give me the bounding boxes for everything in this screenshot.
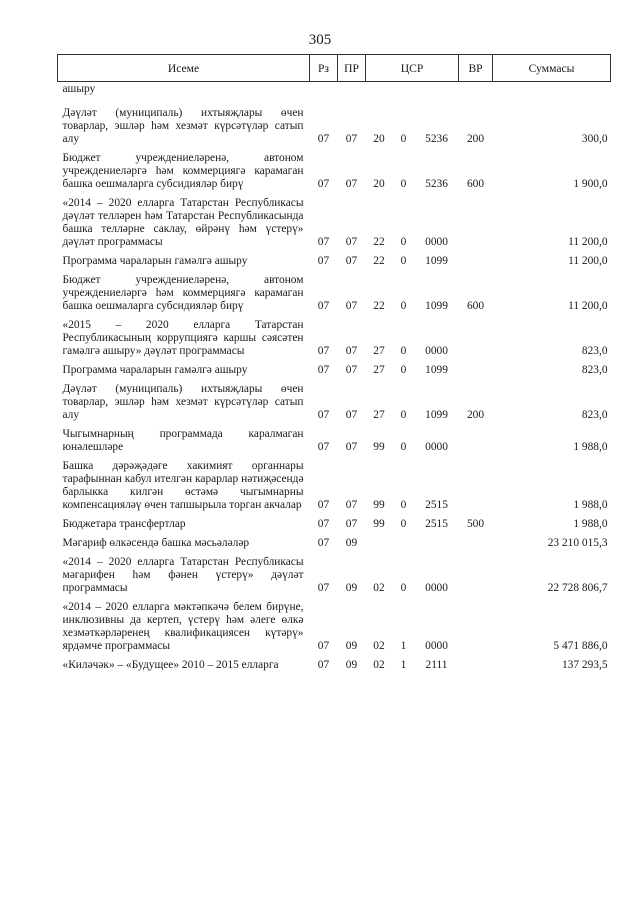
cell-sum: 11 200,0 [568,255,608,267]
cell-sum: 1 988,0 [573,441,608,453]
cell-sum: 300,0 [581,133,608,145]
cell-vr [459,598,493,656]
cell-sum: 1 988,0 [573,518,608,530]
cell-csr1: 20 [373,133,385,145]
cell-vr [459,553,493,598]
cell-sum: 11 200,0 [568,300,608,312]
cell-csr2: 0 [400,133,407,145]
cell-name: «2015 – 2020 елларга Татарстан Республикасының коррупциягә каршы сәясәтен гамәлгә ашыру» дәүләт программасы [62,319,304,357]
header-vr: ВР [459,55,493,82]
cell-pr: 07 [345,441,358,453]
cell-csr2: 1 [400,640,407,652]
cell-csr2: 0 [400,499,407,511]
cell-rz: 07 [317,255,330,267]
cell-vr [459,534,493,553]
cell-vr [459,656,493,675]
cell-rz: 07 [317,300,330,312]
page-number: 305 [308,32,332,48]
cell-pr: 09 [345,582,358,594]
cell-csr3: 2515 [425,518,448,530]
cell-pr: 07 [345,345,358,357]
cell-csr3: 0000 [425,582,448,594]
cell-rz: 07 [317,518,330,530]
table-row [58,104,611,149]
cell-rz: 07 [317,364,330,376]
cell-name: Программа чараларын гамәлгә ашыру [62,364,248,376]
cell-rz: 07 [317,409,330,421]
cell-vr: 600 [466,300,485,312]
cell-pr: 07 [345,409,358,421]
cell-csr1: 99 [373,518,385,530]
cell-pr: 07 [345,133,358,145]
cell-vr: 200 [466,409,485,421]
cell-name: Дәүләт (муниципаль) ихтыяҗлары өчен товарлар, эшләр һәм хезмәт күрсәтүләр сатып алу [62,383,304,421]
table-row [58,553,611,598]
cell-csr1: 22 [373,300,385,312]
cell-rz [310,82,338,105]
cell-pr: 07 [345,300,358,312]
cell-sum [493,82,611,105]
cell-csr1 [366,82,393,105]
cell-csr1: 20 [373,178,385,190]
cell-csr3: 5236 [425,133,448,145]
cell-pr: 07 [345,255,358,267]
cell-sum: 23 210 015,3 [547,537,608,549]
header-csr: ЦСР [366,55,459,82]
header-sum: Суммасы [493,55,611,82]
table-body [58,82,611,676]
cell-pr: 09 [345,640,358,652]
table-row [58,534,611,553]
cell-name: Бюджетара трансфертлар [62,518,186,530]
cell-csr1: 99 [373,499,385,511]
cell-name: Бюджет учреждениеләренә, автоном учреждениеләргә һәм коммерциягә карамаган башка оешмаларга субсидияләр бирү [62,274,304,312]
table-row [58,252,611,271]
cell-csr2 [393,534,415,553]
cell-vr [459,361,493,380]
cell-csr3: 1099 [425,300,448,312]
cell-rz: 07 [317,659,330,671]
table-row [58,515,611,534]
cell-sum: 823,0 [581,409,608,421]
cell-csr1: 02 [373,640,385,652]
cell-sum: 1 900,0 [573,178,608,190]
cell-rz: 07 [317,537,330,549]
cell-sum: 11 200,0 [568,236,608,248]
cell-csr3 [415,534,459,553]
cell-name: «2014 – 2020 елларга Татарстан Республикасы мәгарифен һәм фәнен үстерү» дәүләт программасы [62,556,304,594]
cell-csr1: 99 [373,441,385,453]
table-row [58,361,611,380]
cell-rz: 07 [317,441,330,453]
cell-csr3 [415,82,459,105]
cell-rz: 07 [317,133,330,145]
table-row [58,271,611,316]
table-row [58,425,611,457]
cell-pr: 07 [345,499,358,511]
cell-name: Мәгариф өлкәсендә башка мәсьәләләр [62,537,250,549]
cell-rz: 07 [317,499,330,511]
cell-csr2: 0 [400,255,407,267]
cell-name: Программа чараларын гамәлгә ашыру [62,255,248,267]
cell-rz: 07 [317,582,330,594]
table-row [58,82,611,105]
cell-pr: 07 [345,364,358,376]
cell-name: Чыгымнарның программада каралмаган юнәлешләре [62,428,304,453]
cell-csr2: 1 [400,659,407,671]
cell-csr2: 0 [400,236,407,248]
budget-table [57,54,611,675]
cell-pr [338,82,366,105]
cell-csr3: 1099 [425,255,448,267]
table-row [58,194,611,252]
cell-name: «Киләчәк» – «Будущее» 2010 – 2015 елларга [62,659,279,671]
cell-csr3: 0000 [425,441,448,453]
cell-csr3: 1099 [425,364,448,376]
cell-csr1: 27 [373,409,385,421]
cell-csr3: 2111 [425,659,448,671]
cell-csr3: 0000 [425,640,448,652]
cell-csr3: 0000 [425,345,448,357]
cell-csr1: 22 [373,255,385,267]
cell-vr [459,194,493,252]
cell-vr [459,457,493,515]
cell-vr [459,425,493,457]
table-row [58,380,611,425]
cell-csr2: 0 [400,300,407,312]
cell-rz: 07 [317,345,330,357]
cell-csr1 [366,534,393,553]
cell-csr2: 0 [400,518,407,530]
cell-sum: 1 988,0 [573,499,608,511]
header-pr: ПР [338,55,366,82]
cell-csr2: 0 [400,345,407,357]
cell-csr1: 22 [373,236,385,248]
table-header [58,55,611,82]
cell-csr1: 27 [373,345,385,357]
cell-csr2 [393,82,415,105]
cell-sum: 823,0 [581,345,608,357]
cell-rz: 07 [317,236,330,248]
cell-csr1: 02 [373,582,385,594]
cell-name: Дәүләт (муниципаль) ихтыяҗлары өчен товарлар, эшләр һәм хезмәт күрсәтүләр сатып алу [62,107,304,145]
cell-name: «2014 – 2020 елларга мәктәпкәчә белем бирүне, инклюзивны да кертеп, үстерү һәм әлеге өлкә хезмәткәрләренең квалификациясен күтәрү» ярдәмче программасы [62,601,304,652]
cell-csr2: 0 [400,409,407,421]
cell-csr2: 0 [400,582,407,594]
header-rz: Рз [310,55,338,82]
cell-sum: 137 293,5 [561,659,608,671]
table-row [58,149,611,194]
cell-vr: 500 [466,518,485,530]
cell-csr2: 0 [400,178,407,190]
cell-name: Башка дәрәҗәдәге хакимият органнары тарафыннан кабул ителгән карарлар нәтиҗәсендә барлыкка килгән өстәмә чыгымнарны компенсацияләү өчен тапшырыла торган акчалар [62,460,304,511]
header-name: Исеме [58,55,310,82]
cell-sum: 22 728 806,7 [547,582,608,594]
cell-pr: 07 [345,236,358,248]
cell-vr [459,316,493,361]
cell-pr: 07 [345,178,358,190]
cell-rz: 07 [317,178,330,190]
cell-csr2: 0 [400,441,407,453]
table-row [58,598,611,656]
cell-pr: 07 [345,518,358,530]
cell-csr1: 27 [373,364,385,376]
cell-csr3: 5236 [425,178,448,190]
cell-rz: 07 [317,640,330,652]
cell-pr: 09 [345,659,358,671]
cell-vr [459,82,493,105]
cell-csr2: 0 [400,364,407,376]
cell-csr3: 1099 [425,409,448,421]
table-row [58,316,611,361]
table-row [58,457,611,515]
cell-sum: 5 471 886,0 [553,640,608,652]
cell-vr [459,252,493,271]
cell-name: ашыру [62,83,96,95]
cell-pr: 09 [345,537,358,549]
cell-name: Бюджет учреждениеләренә, автоном учреждениеләргә һәм коммерциягә карамаган башка оешмаларга субсидияләр бирү [62,152,304,190]
cell-name: «2014 – 2020 елларга Татарстан Республикасы дәүләт телләрен һәм Татарстан Республикасында башка телләрне саклау, өйрәнү һәм үстерү» дәүләт программасы [62,197,304,248]
cell-vr: 200 [466,133,485,145]
cell-vr: 600 [466,178,485,190]
cell-csr1: 02 [373,659,385,671]
cell-sum: 823,0 [581,364,608,376]
cell-csr3: 2515 [425,499,448,511]
table-row [58,656,611,675]
cell-csr3: 0000 [425,236,448,248]
